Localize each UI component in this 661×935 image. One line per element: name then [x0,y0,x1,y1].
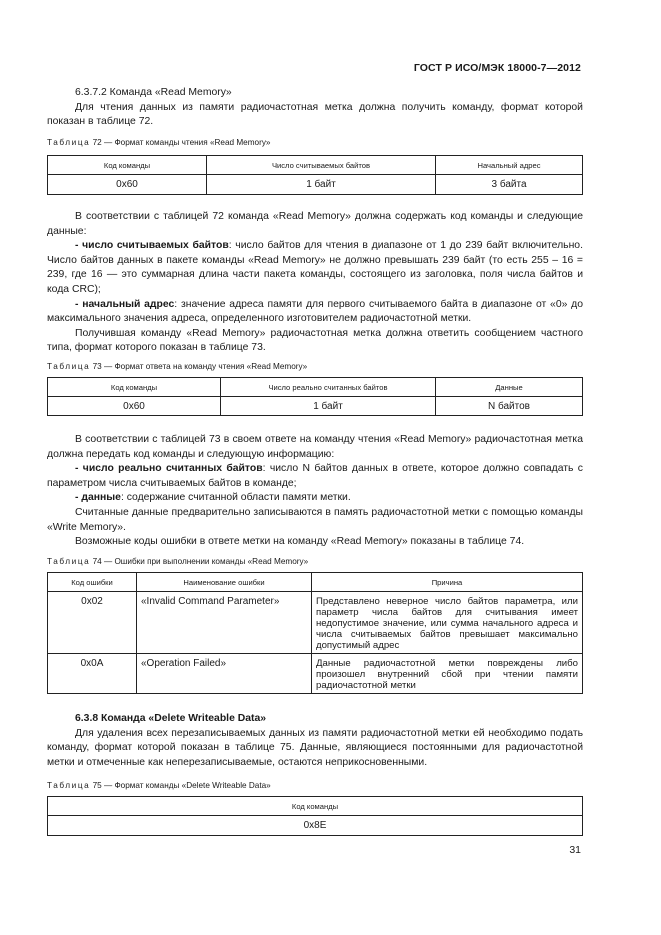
table-cell: 1 байт [221,397,436,416]
table-header-cell: Данные [436,378,583,397]
table-header-row [48,156,583,175]
table-cell: Данные радиочастотной метки повреждены либо произошел внутренний сбой при чтении памяти радиочастотной метки [312,654,583,694]
list-item [47,239,583,297]
table-row [48,175,583,195]
table-caption [47,138,270,147]
table-row [48,654,583,694]
caption-text: 73 — Формат ответа на команду чтения «Read Memory» [92,362,308,371]
table-75 [47,796,583,836]
table-row [48,397,583,416]
list-item-text: : число байтов для чтения в диапазоне от 1 до 239 байт включительно. Число байтов данных в пакете команды «Read Memory» не должно превышать 239 байт (то есть 255 – 16 = 239, где 16 — это суммарная длина части пакета команды, состоящего из заголовка, поля числа байтов и кода CRC); [47,240,583,295]
document-header: ГОСТ Р ИСО/МЭК 18000-7—2012 [413,62,581,74]
list-item-term: - число считываемых байтов [75,240,229,252]
section-heading: 6.3.7.2 Команда «Read Memory» [75,87,232,98]
table-cell: 0x60 [48,397,221,416]
table-cell: 0x8E [48,816,583,836]
section-6-3-8 [47,712,583,770]
table-header-cell: Код команды [48,156,207,175]
paragraph: В соответствии с таблицей 73 в своем ответе на команду чтения «Read Memory» радиочастотная метка должна передать код команды и следующую информацию: [47,434,583,460]
text-block-after-table-72 [47,210,583,356]
caption-label: Таблица [47,138,91,147]
table-header-cell: Начальный адрес [436,156,583,175]
table-caption [47,557,308,566]
table-header-row [48,573,583,592]
caption-label: Таблица [47,781,91,790]
page-number: 31 [569,844,581,856]
list-item-term: - данные [75,492,121,504]
section-6-3-7-2 [47,86,583,130]
table-cell: 0x02 [48,592,137,654]
list-item-text: : число N байтов данных в ответе, которое должно совпадать с параметром числа считываемых байтов в команде; [47,463,583,489]
table-cell: 0x60 [48,175,207,195]
table-cell: 0x0A [48,654,137,694]
table-header-row [48,378,583,397]
table-caption [47,362,307,371]
list-item [47,491,583,506]
caption-text: 75 — Формат команды «Delete Writeable Data» [92,781,271,790]
table-header-cell: Код команды [48,378,221,397]
table-row [48,816,583,836]
list-item [47,462,583,491]
paragraph: Возможные коды ошибки в ответе метки на команду «Read Memory» показаны в таблице 74. [75,536,525,548]
caption-label: Таблица [47,362,91,371]
list-item-term: - число реально считанных байтов [75,463,263,475]
table-header-row [48,797,583,816]
table-74 [47,572,583,694]
table-header-cell: Причина [312,573,583,592]
table-caption [47,781,271,790]
table-cell: Представлено неверное число байтов параметра, или параметр числа байтов для считывания имеет недопустимое значение, или сумма начального адреса и числа считываемых байтов превышает максимально допустимый адрес [312,592,583,654]
table-cell: 3 байта [436,175,583,195]
caption-label: Таблица [47,557,91,566]
table-header-cell: Число реально считанных байтов [221,378,436,397]
list-item-term: - начальный адрес [75,298,175,310]
table-72 [47,155,583,195]
paragraph: Получившая команду «Read Memory» радиочастотная метка должна ответить сообщением частного типа, формат которого показан в таблице 73. [47,327,583,354]
list-item [47,298,583,327]
table-cell: «Operation Failed» [137,654,312,694]
list-item-text: : значение адреса памяти для первого считываемого байта в диапазоне от «0» до максимального значения адреса, определенного изготовителем радиочастотной метки. [47,298,583,325]
table-header-cell: Число считываемых байтов [207,156,436,175]
paragraph: В соответствии с таблицей 72 команда «Read Memory» должна содержать код команды и следующие данные: [47,211,583,237]
table-cell: 1 байт [207,175,436,195]
paragraph: Для чтения данных из памяти радиочастотная метка должна получить команду, формат которой показан в таблице 72. [47,101,583,128]
list-item-text: : содержание считанной области памяти метки. [120,492,351,504]
table-73 [47,377,583,416]
caption-text: 72 — Формат команды чтения «Read Memory» [92,138,271,147]
paragraph: Для удаления всех перезаписываемых данных из памяти радиочастотной метки ей необходимо подать команду, формат которой показан в таблице 75. Данные, являющиеся постоянными для радиочастотной метки и отмеченные как неперезаписываемые, остаются неприкосновенными. [47,727,583,768]
text-block-after-table-73 [47,433,583,550]
table-cell: N байтов [436,397,583,416]
table-cell: «Invalid Command Parameter» [137,592,312,654]
table-header-cell: Код команды [48,797,583,816]
caption-text: 74 — Ошибки при выполнении команды «Read Memory» [92,557,309,566]
table-row [48,592,583,654]
paragraph: Считанные данные предварительно записываются в память радиочастотной метки с помощью команды «Write Memory». [47,506,583,533]
table-header-cell: Код ошибки [48,573,137,592]
section-heading: 6.3.8 Команда «Delete Writeable Data» [75,713,267,724]
table-header-cell: Наименование ошибки [137,573,312,592]
